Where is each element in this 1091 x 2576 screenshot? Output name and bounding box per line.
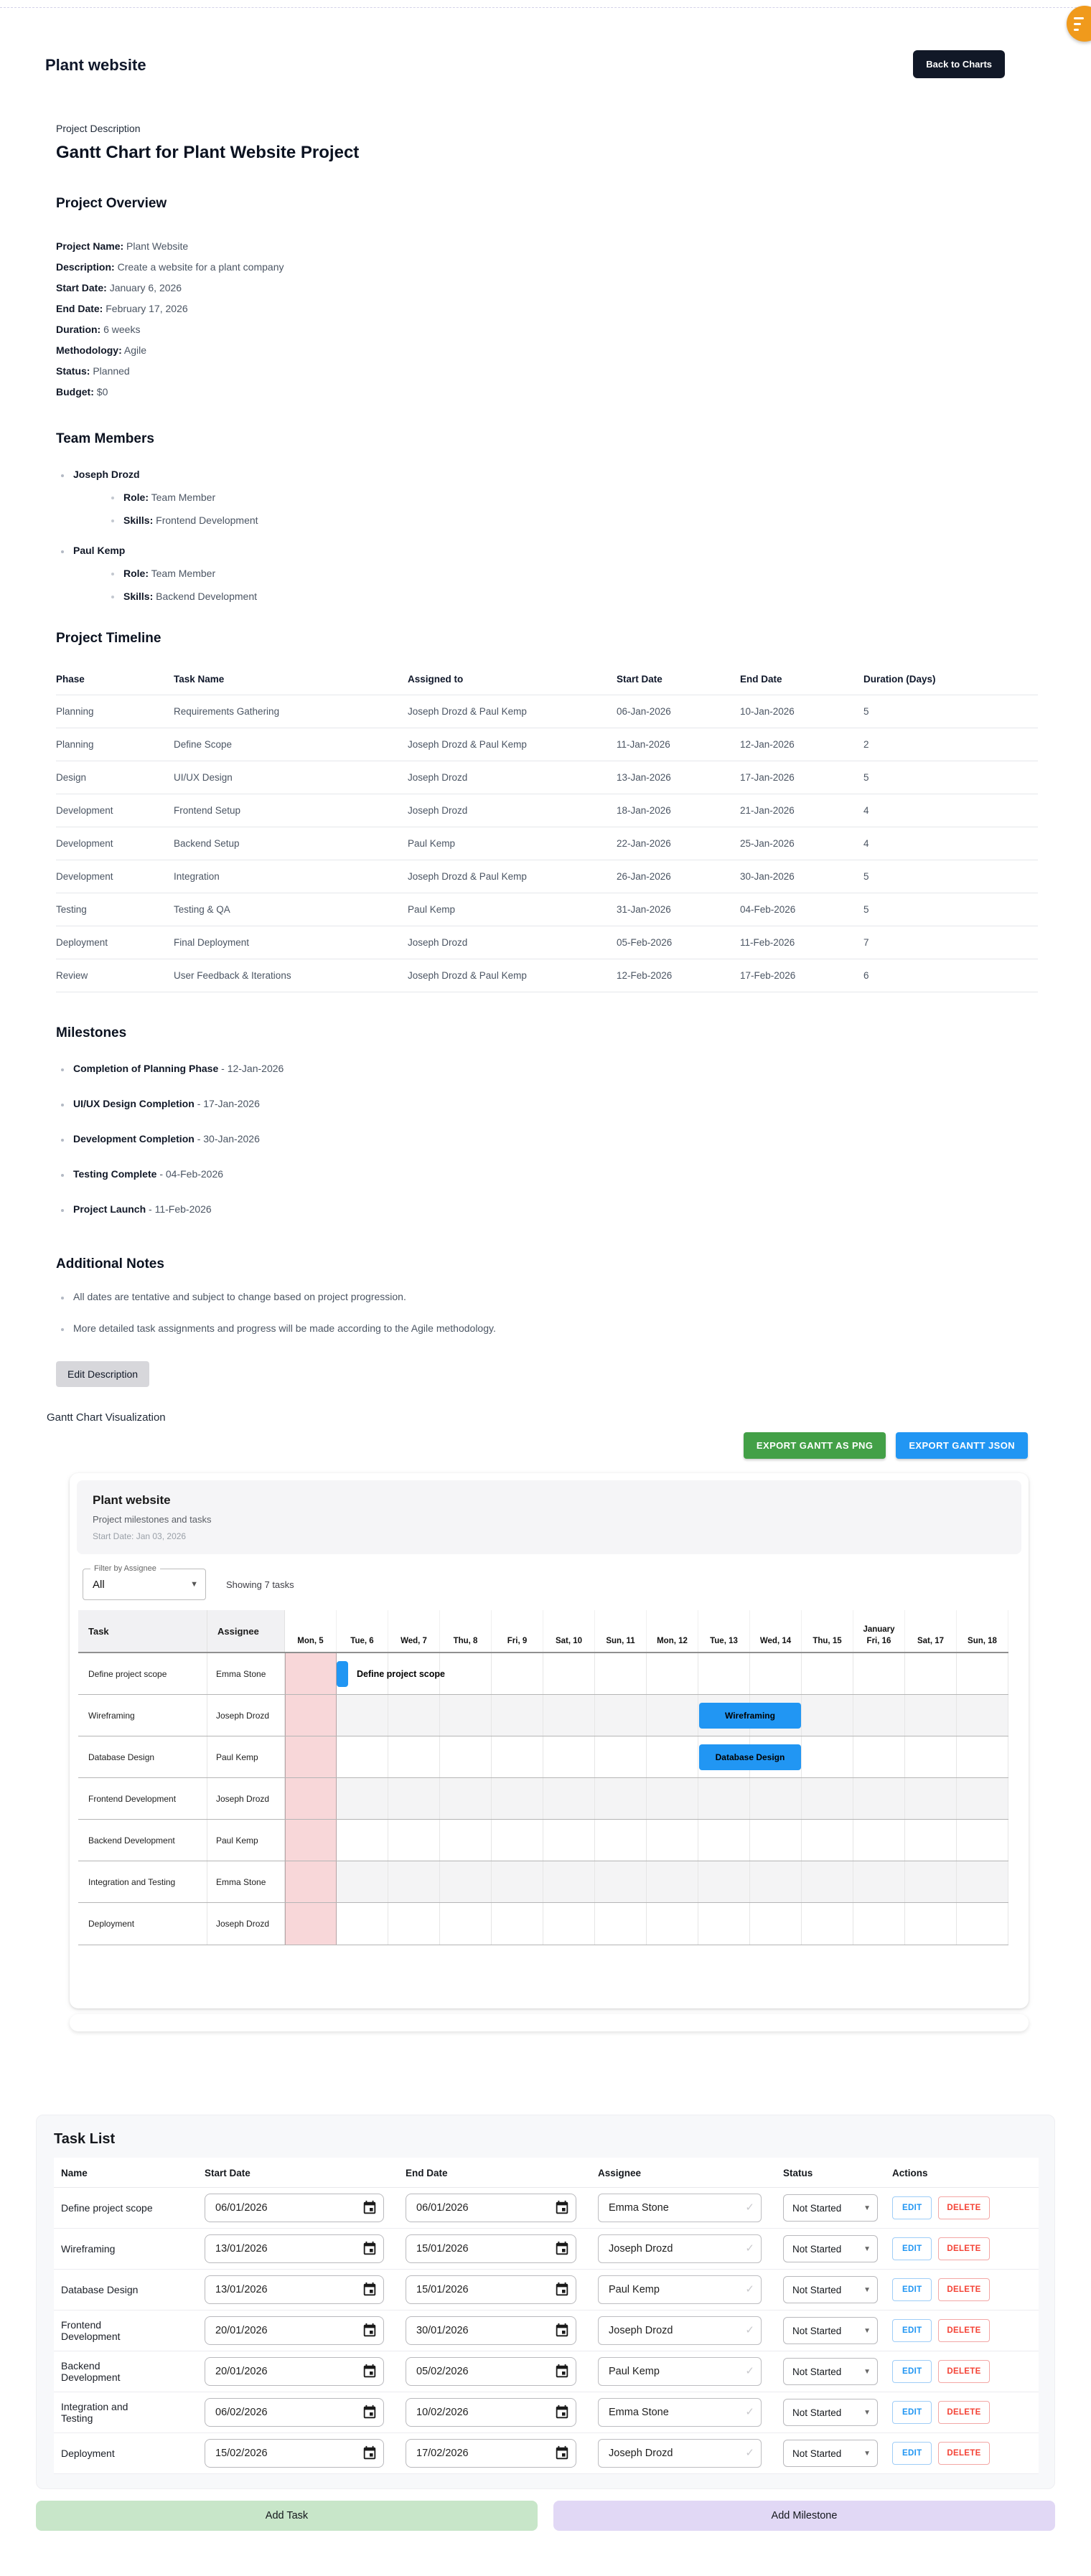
check-icon: ✓ [745,2283,754,2295]
page-header [0,0,1091,78]
gantt-bar-database-design[interactable]: Database Design [699,1744,801,1770]
gantt-row: Wireframing Joseph Drozd Wireframing [78,1695,1008,1736]
team-members-list [56,469,1048,602]
member-role: Role: Team Member [106,492,1048,503]
gantt-row: Deployment Joseph Drozd [78,1903,1008,1945]
gantt-row: Integration and Testing Emma Stone [78,1861,1008,1903]
calendar-icon [362,2241,378,2257]
check-icon: ✓ [745,2242,754,2255]
table-row: Planning Requirements Gathering Joseph Drozd & Paul Kemp 06-Jan-2026 10-Jan-2026 5 [56,695,1038,728]
task-list-header-row: Name Start Date End Date Assignee Status Actions [54,2158,1039,2188]
gantt-card-start-date: Start Date: Jan 03, 2026 [93,1531,187,1541]
end-date-input[interactable] [406,2194,576,2222]
task-row [54,2433,1039,2474]
member-role: Role: Team Member [106,568,1048,579]
task-name: Database Design [61,2284,139,2295]
top-divider [0,7,1091,8]
member-skills: Skills: Backend Development [106,591,1048,602]
task-row [54,2270,1039,2311]
check-icon: ✓ [745,2324,754,2336]
day-header: Sat, 17 [905,1610,957,1652]
start-date-input[interactable] [205,2194,384,2222]
milestones-list [56,1063,1048,1215]
start-date-input[interactable] [205,2316,384,2345]
highlighted-day-cell [285,1861,337,1902]
status-select[interactable] [783,2276,878,2303]
assignee-input[interactable] [598,2275,762,2304]
field-budget: Budget: $0 [56,386,108,398]
task-name: Define project scope [61,2202,153,2214]
assignee-input[interactable] [598,2316,762,2345]
gantt-assignee-column-header: Assignee [207,1610,285,1652]
day-header: Sun, 11 [595,1610,647,1652]
gantt-row: Define project scope Emma Stone Define project scope [78,1653,1008,1695]
export-gantt-json-button[interactable]: EXPORT GANTT JSON [896,1432,1028,1459]
calendar-icon [362,2323,378,2338]
milestone-item: UI/UX Design Completion - 17-Jan-2026 [56,1098,1048,1109]
chevron-down-icon: ▼ [863,2449,871,2458]
delete-button[interactable]: DELETE [938,2319,989,2342]
assignee-filter-value: All [93,1579,105,1591]
highlighted-day-cell [285,1820,337,1861]
field-description: Description: Create a website for a plant company [56,261,284,273]
milestone-item: Project Launch - 11-Feb-2026 [56,1203,1048,1215]
export-gantt-png-button[interactable]: EXPORT GANTT AS PNG [744,1432,886,1459]
end-date-input[interactable] [406,2439,576,2468]
end-date-input[interactable] [406,2275,576,2304]
calendar-icon [554,2200,570,2216]
calendar-icon [362,2364,378,2379]
end-date-input[interactable] [406,2234,576,2263]
gantt-card-subtitle: Project milestones and tasks [93,1514,212,1525]
table-row: Development Backend Setup Paul Kemp 22-Jan-2026 25-Jan-2026 4 [56,827,1038,860]
day-header: Mon, 5 [285,1610,337,1652]
export-buttons-row [0,1432,1028,1459]
table-row: Planning Define Scope Joseph Drozd & Paul Kemp 11-Jan-2026 12-Jan-2026 2 [56,728,1038,761]
assignee-input[interactable] [598,2398,762,2427]
task-name: Frontend Development [61,2319,121,2342]
edit-button[interactable]: EDIT [892,2237,932,2260]
start-date-input[interactable] [205,2398,384,2427]
task-list-heading: Task List [54,2131,116,2147]
task-list-table [54,2158,1039,2474]
task-name: Wireframing [61,2243,116,2255]
edit-button[interactable]: EDIT [892,2442,932,2465]
project-timeline-heading: Project Timeline [56,631,161,646]
back-to-charts-button[interactable]: Back to Charts [913,50,1005,78]
table-row: Testing Testing & QA Paul Kemp 31-Jan-2026 04-Feb-2026 5 [56,893,1038,926]
day-header: Sat, 10 [543,1610,595,1652]
field-methodology: Methodology: Agile [56,344,147,356]
task-row [54,2351,1039,2392]
calendar-icon [554,2323,570,2338]
status-value: Not Started [792,2325,842,2336]
day-header: Mon, 12 [647,1610,698,1652]
status-select[interactable] [783,2194,878,2222]
overview-fields [56,236,1048,403]
day-header: Thu, 15 [802,1610,853,1652]
notes-list [56,1291,1048,1334]
highlighted-day-cell [285,1903,337,1945]
delete-button[interactable]: DELETE [938,2196,989,2219]
task-row [54,2392,1039,2433]
highlighted-day-cell [285,1736,337,1777]
note-item: All dates are tentative and subject to change based on project progression. [56,1291,1048,1302]
delete-button[interactable]: DELETE [938,2401,989,2424]
check-icon: ✓ [745,2447,754,2459]
table-row: Development Integration Joseph Drozd & Paul Kemp 26-Jan-2026 30-Jan-2026 5 [56,860,1038,893]
task-row [54,2311,1039,2351]
day-header: Wed, 7 [388,1610,440,1652]
project-timeline-table [56,664,1038,992]
field-start-date: Start Date: January 6, 2026 [56,282,182,293]
chevron-down-icon: ▼ [863,2408,871,2417]
start-date-input[interactable] [205,2275,384,2304]
gantt-row: Database Design Paul Kemp Database Design [78,1736,1008,1778]
task-name: Backend Development [61,2360,121,2383]
calendar-icon [362,2405,378,2420]
team-member: Paul Kemp Role: Team Member Skills: Backend Development [56,545,1048,602]
field-end-date: End Date: February 17, 2026 [56,303,188,314]
status-select[interactable] [783,2235,878,2262]
task-row [54,2229,1039,2270]
edit-button[interactable]: EDIT [892,2401,932,2424]
edit-button[interactable]: EDIT [892,2360,932,2383]
edit-button[interactable]: EDIT [892,2278,932,2301]
page-title: Plant website [45,56,146,74]
start-date-input[interactable] [205,2439,384,2468]
assignee-filter-select[interactable] [83,1564,206,1600]
add-task-button[interactable]: Add Task [36,2501,538,2531]
highlighted-day-cell [285,1653,337,1694]
calendar-icon [362,2282,378,2298]
day-header: Wed, 14 [750,1610,802,1652]
calendar-icon [362,2200,378,2216]
calendar-icon [554,2364,570,2379]
calendar-icon [362,2445,378,2461]
chevron-down-icon: ▼ [863,2244,871,2253]
edit-button[interactable]: EDIT [892,2319,932,2342]
assignee-input[interactable] [598,2439,762,2468]
task-row [54,2188,1039,2229]
status-value: Not Started [792,2243,842,2255]
gantt-section-label: Gantt Chart Visualization [47,1411,166,1424]
task-count-text: Showing 7 tasks [226,1579,294,1590]
table-row: Deployment Final Deployment Joseph Drozd 05-Feb-2026 11-Feb-2026 7 [56,926,1038,959]
status-select[interactable] [783,2358,878,2385]
edit-button[interactable]: EDIT [892,2196,932,2219]
chevron-down-icon: ▼ [863,2367,871,2376]
gantt-row: Frontend Development Joseph Drozd [78,1778,1008,1820]
team-member: Joseph Drozd Role: Team Member Skills: Frontend Development [56,469,1048,526]
status-select[interactable] [783,2317,878,2344]
milestones-heading: Milestones [56,1025,127,1040]
bottom-actions-row [36,2501,1055,2531]
field-duration: Duration: 6 weeks [56,324,141,335]
milestone-item: Testing Complete - 04-Feb-2026 [56,1168,1048,1180]
status-select[interactable] [783,2399,878,2426]
chevron-down-icon: ▼ [863,2285,871,2294]
start-date-input[interactable] [205,2357,384,2386]
table-row: Development Frontend Setup Joseph Drozd 18-Jan-2026 21-Jan-2026 4 [56,794,1038,827]
task-list-card [36,2115,1055,2489]
note-item: More detailed task assignments and progress will be made according to the Agile methodology. [56,1322,1048,1334]
field-project-name: Project Name: Plant Website [56,240,189,252]
chevron-down-icon: ▼ [863,2326,871,2335]
add-milestone-button[interactable]: Add Milestone [553,2501,1055,2531]
assignee-filter-label: Filter by Assignee [90,1564,160,1573]
additional-notes-heading: Additional Notes [56,1256,164,1271]
gantt-filter-row [77,1554,1021,1610]
gantt-bar-wireframing[interactable]: Wireframing [699,1703,801,1729]
task-name: Deployment [61,2448,115,2459]
assignee-input[interactable] [598,2357,762,2386]
calendar-icon [554,2405,570,2420]
day-header: Sun, 18 [957,1610,1008,1652]
delete-button[interactable]: DELETE [938,2237,989,2260]
day-header: Tue, 13 [698,1610,750,1652]
check-icon: ✓ [745,2201,754,2214]
milestone-item: Development Completion - 30-Jan-2026 [56,1133,1048,1144]
day-header: Fri, 9 [492,1610,543,1652]
gantt-chart-card [70,1473,1029,2008]
day-header: January Fri, 16 [853,1610,905,1652]
calendar-icon [554,2445,570,2461]
status-value: Not Started [792,2284,842,2295]
gantt-grid-header [78,1610,1008,1653]
check-icon: ✓ [745,2365,754,2377]
status-value: Not Started [792,2407,842,2418]
calendar-icon [554,2241,570,2257]
task-name: Integration and Testing [61,2401,128,2424]
gantt-task-column-header: Task [78,1610,207,1652]
end-date-input[interactable] [406,2398,576,2427]
start-date-input[interactable] [205,2234,384,2263]
document-title: Gantt Chart for Plant Website Project [56,143,360,162]
member-skills: Skills: Frontend Development [106,514,1048,526]
delete-button[interactable]: DELETE [938,2442,989,2465]
delete-button[interactable]: DELETE [938,2360,989,2383]
highlighted-day-cell [285,1695,337,1736]
gantt-bar-define-project-scope[interactable] [337,1661,348,1687]
edit-description-button[interactable]: Edit Description [56,1361,149,1387]
status-value: Not Started [792,2202,842,2214]
check-icon: ✓ [745,2406,754,2418]
gantt-card-header [77,1480,1021,1554]
assignee-input[interactable] [598,2194,762,2222]
table-row: Review User Feedback & Iterations Joseph Drozd & Paul Kemp 12-Feb-2026 17-Feb-2026 6 [56,959,1038,992]
gantt-card-title: Plant website [93,1493,171,1507]
end-date-input[interactable] [406,2357,576,2386]
gantt-card-footer [70,2014,1029,2031]
gantt-grid [78,1610,1008,1945]
status-value: Not Started [792,2448,842,2459]
chevron-down-icon: ▼ [863,2204,871,2212]
status-select[interactable] [783,2440,878,2467]
overview-heading: Project Overview [56,196,167,211]
timeline-header-row: Phase Task Name Assigned to Start Date End Date Duration (Days) [56,664,1038,695]
calendar-icon [554,2282,570,2298]
chevron-down-icon: ▼ [190,1580,198,1589]
team-members-heading: Team Members [56,431,154,446]
assignee-input[interactable] [598,2234,762,2263]
status-value: Not Started [792,2366,842,2377]
end-date-input[interactable] [406,2316,576,2345]
project-description-label: Project Description [56,123,141,134]
delete-button[interactable]: DELETE [938,2278,989,2301]
project-description-document [56,123,1048,1387]
field-status: Status: Planned [56,365,130,377]
gantt-bar-label: Define project scope [357,1669,445,1679]
milestone-item: Completion of Planning Phase - 12-Jan-2026 [56,1063,1048,1074]
day-header: Tue, 6 [337,1610,388,1652]
highlighted-day-cell [285,1778,337,1819]
gantt-row: Backend Development Paul Kemp [78,1820,1008,1861]
table-row: Design UI/UX Design Joseph Drozd 13-Jan-2026 17-Jan-2026 5 [56,761,1038,794]
day-header: Thu, 8 [440,1610,492,1652]
